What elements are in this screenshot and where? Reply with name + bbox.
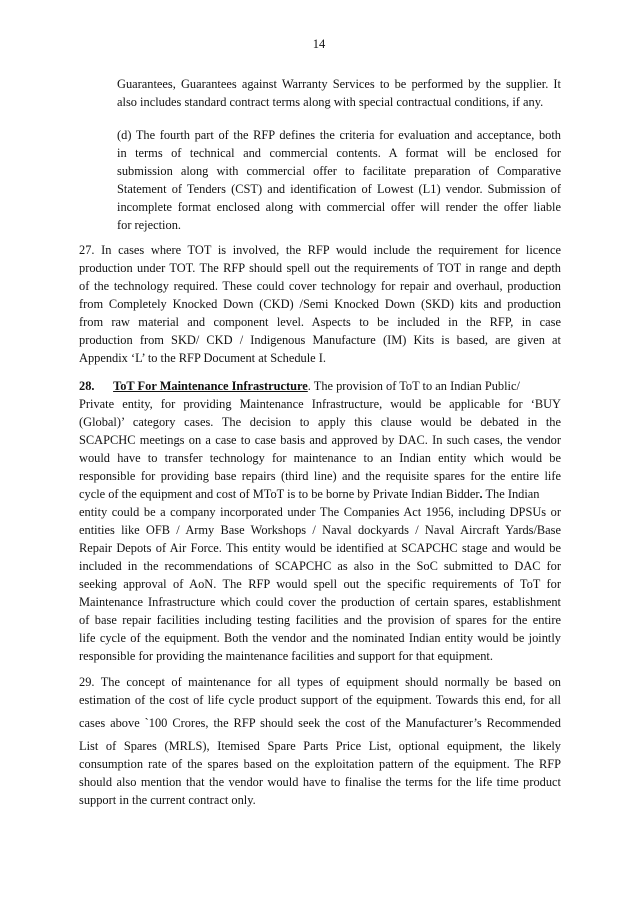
text-line: 29. The concept of maintenance for all types of equipment should normally be based on	[79, 675, 561, 689]
text-line: SCAPCHC meetings on a case to case basis and approved by DAC. In such cases, the vendor	[79, 433, 561, 447]
section-heading: ToT For Maintenance Infrastructure	[113, 379, 308, 393]
text-line: Private entity, for providing Maintenance Infrastructure, would be applicable for ‘BUY	[79, 397, 561, 411]
text-line: cases above `100 Crores, the RFP should seek the cost of the Manufacturer’s Recommended	[79, 716, 561, 730]
text-fragment: The Indian	[482, 487, 540, 501]
text-line: entities like OFB / Army Base Workshops / Naval dockyards / Naval Aircraft Yards/Base	[79, 523, 561, 537]
text-line: entity could be a company incorporated under The Companies Act 1956, including DPSUs or	[79, 505, 561, 519]
text-line: of base repair facilities including testing facilities and the provision of spares for the entire	[79, 613, 561, 627]
text-line: support in the current contract only.	[79, 793, 256, 807]
text-line: 27. In cases where TOT is involved, the RFP would include the requirement for licence	[79, 243, 561, 257]
text-line: also includes standard contract terms along with special contractual conditions, if any.	[117, 95, 544, 109]
text-line: List of Spares (MRLS), Itemised Spare Parts Price List, optional equipment, the likely	[79, 739, 561, 753]
text-line: should also mention that the vendor would have to finalise the terms for the life time product	[79, 775, 561, 789]
text-line: Repair Depots of Air Force. This entity would be identified at SCAPCHC stage and would be	[79, 541, 561, 555]
text-line: in terms of technical and commercial contents. A format will be enclosed for	[117, 146, 561, 160]
text-line: life cycle of the equipment. Both the vendor and the nominated Indian entity would be jointly	[79, 631, 561, 645]
bold-period: .	[479, 487, 483, 501]
text-line: (Global)’ category cases. The decision to apply this clause would be debated in the	[79, 415, 561, 429]
continued-paragraph	[117, 75, 561, 111]
text-line: of the technology required. These could cover technology for repair and overhaul, production	[79, 279, 561, 293]
text-line: from Completely Knocked Down (CKD) /Semi Knocked Down (SKD) kits and production	[79, 297, 561, 311]
text-line: responsible for providing base repairs (third line) and the requisite spares for the entire life	[79, 469, 561, 483]
text-line: estimation of the cost of life cycle product support of the equipment. Towards this end, for all	[79, 693, 561, 707]
heading-continuation: . The provision of ToT to an Indian Public/	[307, 379, 520, 393]
text-line: production under TOT. The RFP should spell out the requirements of TOT in range and depth	[79, 261, 561, 275]
text-line	[79, 485, 561, 503]
text-line: for rejection.	[117, 218, 181, 232]
text-line: Appendix ‘L’ to the RFP Document at Schedule I.	[79, 351, 326, 365]
text-line: (d) The fourth part of the RFP defines the criteria for evaluation and acceptance, both	[117, 128, 561, 142]
paragraph-28	[79, 377, 561, 665]
text-line: would have to transfer technology for maintenance to an Indian entity which would be	[79, 451, 561, 465]
text-line: consumption rate of the spares based on the exploitation pattern of the equipment. The RFP	[79, 757, 561, 771]
paragraph-27	[79, 241, 561, 367]
text-line: Statement of Tenders (CST) and identification of Lowest (L1) vendor. Submission of	[117, 182, 561, 196]
text-line: responsible for providing the maintenance facilities and support for that equipment.	[79, 649, 493, 663]
sub-paragraph-d	[117, 126, 561, 234]
text-line: production from SKD/ CKD / Indigenous Manufacture (IM) Kits is based, are given at	[79, 333, 561, 347]
paragraph-number: 28.	[79, 379, 95, 393]
text-line: from raw material and component level. Aspects to be included in the RFP, in case	[79, 315, 561, 329]
paragraph-29	[79, 673, 561, 809]
text-line: Guarantees, Guarantees against Warranty Services to be performed by the supplier. It	[117, 77, 561, 91]
text-line	[79, 377, 561, 395]
text-line: included in the recommendations of SCAPCHC as also in the SoC submitted to DAC for	[79, 559, 561, 573]
text-line: submission along with commercial offer to facilitate preparation of Comparative	[117, 164, 561, 178]
page-number: 14	[312, 37, 326, 51]
text-line: seeking approval of AoN. The RFP would spell out the specific requirements of ToT for	[79, 577, 561, 591]
text-fragment: cycle of the equipment and cost of MToT is to be borne by Private Indian Bidder	[79, 487, 480, 501]
text-line: Maintenance Infrastructure which could cover the production of certain spares, establishment	[79, 595, 561, 609]
text-line: incomplete format enclosed along with commercial offer will render the offer liable	[117, 200, 561, 214]
